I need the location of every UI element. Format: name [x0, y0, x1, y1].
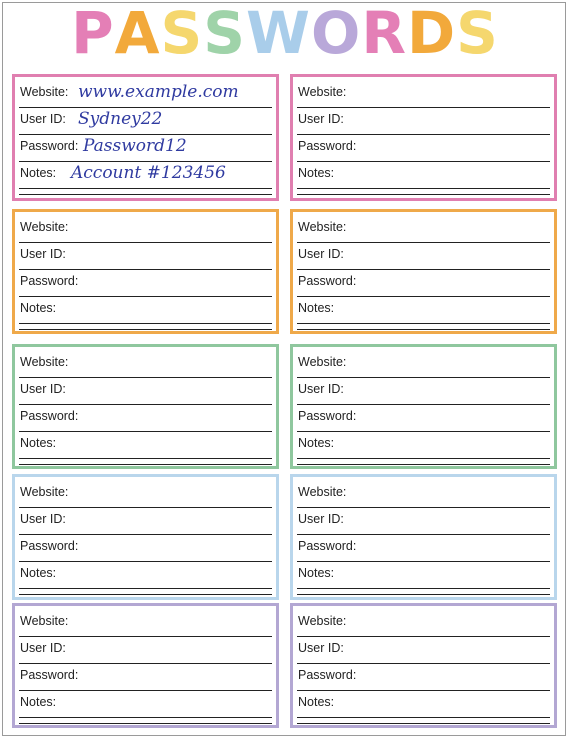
user-id-label: User ID: — [20, 512, 66, 526]
password-row[interactable] — [297, 134, 550, 162]
title-letter: S — [203, 0, 247, 67]
title-letter: O — [311, 0, 362, 67]
website-row[interactable] — [19, 215, 272, 243]
notes-label: Notes: — [298, 566, 335, 580]
notes-label: Notes: — [298, 166, 335, 180]
handwritten-password: Password12 — [83, 136, 187, 156]
password-row[interactable] — [19, 663, 272, 691]
website-label: Website: — [298, 355, 347, 369]
title-letter: P — [71, 0, 115, 67]
password-row[interactable] — [297, 404, 550, 432]
user-id-label: User ID: — [298, 382, 344, 396]
website-label: Website: — [20, 485, 69, 499]
user-id-label: User ID: — [20, 382, 66, 396]
user-id-row[interactable] — [297, 377, 550, 405]
website-label: Website: — [298, 614, 347, 628]
user-id-row[interactable] — [19, 636, 272, 664]
title-letter: S — [160, 0, 204, 67]
website-label: Website: — [20, 355, 69, 369]
title-letter: R — [361, 0, 407, 67]
user-id-label: User ID: — [298, 112, 344, 126]
notes-row[interactable] — [297, 296, 550, 324]
notes-extra-line — [297, 594, 550, 595]
page-title — [0, 0, 570, 67]
notes-extra-line — [297, 464, 550, 465]
password-label: Password: — [298, 539, 357, 553]
password-label: Password: — [20, 539, 79, 553]
password-label: Password: — [20, 139, 79, 153]
password-row[interactable] — [19, 534, 272, 562]
password-row[interactable] — [297, 269, 550, 297]
website-label: Website: — [298, 85, 347, 99]
website-label: Website: — [298, 485, 347, 499]
password-label: Password: — [298, 274, 357, 288]
user-id-label: User ID: — [298, 512, 344, 526]
notes-label: Notes: — [20, 166, 57, 180]
title-letter: A — [114, 0, 161, 67]
password-row[interactable] — [297, 534, 550, 562]
notes-row[interactable] — [297, 561, 550, 589]
password-entry-card — [12, 603, 279, 728]
notes-label: Notes: — [298, 436, 335, 450]
website-row[interactable] — [19, 609, 272, 637]
user-id-label: User ID: — [20, 641, 66, 655]
notes-row[interactable] — [19, 296, 272, 324]
notes-extra-line — [19, 194, 272, 195]
website-row[interactable] — [297, 80, 550, 108]
password-label: Password: — [20, 668, 79, 682]
website-row[interactable] — [297, 480, 550, 508]
notes-extra-line — [297, 194, 550, 195]
password-label: Password: — [20, 274, 79, 288]
notes-label: Notes: — [298, 695, 335, 709]
title-letter: S — [456, 0, 499, 67]
notes-label: Notes: — [20, 566, 57, 580]
notes-row[interactable] — [297, 431, 550, 459]
password-label: Password: — [298, 668, 357, 682]
user-id-label: User ID: — [20, 112, 66, 126]
notes-extra-line — [297, 329, 550, 330]
website-label: Website: — [20, 220, 69, 234]
password-row[interactable] — [19, 404, 272, 432]
website-row[interactable] — [19, 350, 272, 378]
user-id-label: User ID: — [298, 641, 344, 655]
password-row[interactable] — [19, 269, 272, 297]
password-entry-card — [12, 474, 279, 600]
password-label: Password: — [298, 409, 357, 423]
password-entry-card — [290, 209, 557, 334]
user-id-row[interactable] — [297, 507, 550, 535]
title-letter: W — [246, 0, 312, 67]
notes-extra-line — [19, 594, 272, 595]
notes-label: Notes: — [20, 301, 57, 315]
password-entry-card — [290, 74, 557, 201]
user-id-row[interactable] — [297, 636, 550, 664]
notes-extra-line — [19, 723, 272, 724]
notes-row[interactable] — [19, 561, 272, 589]
website-label: Website: — [20, 614, 69, 628]
notes-row[interactable] — [297, 690, 550, 718]
user-id-row[interactable] — [19, 242, 272, 270]
website-label: Website: — [20, 85, 69, 99]
notes-row[interactable] — [19, 690, 272, 718]
user-id-row[interactable] — [297, 107, 550, 135]
website-row[interactable] — [297, 350, 550, 378]
notes-label: Notes: — [298, 301, 335, 315]
password-entry-card — [290, 344, 557, 469]
website-row[interactable] — [297, 215, 550, 243]
password-entry-card — [12, 74, 279, 201]
title-letter: D — [407, 0, 457, 67]
notes-row[interactable] — [297, 161, 550, 189]
user-id-row[interactable] — [19, 377, 272, 405]
user-id-row[interactable] — [19, 507, 272, 535]
notes-row[interactable] — [19, 431, 272, 459]
handwritten-notes: Account #123456 — [71, 163, 226, 183]
password-entry-card — [290, 474, 557, 600]
notes-extra-line — [297, 723, 550, 724]
password-entry-card — [12, 209, 279, 334]
website-label: Website: — [298, 220, 347, 234]
user-id-label: User ID: — [298, 247, 344, 261]
user-id-row[interactable] — [297, 242, 550, 270]
notes-label: Notes: — [20, 695, 57, 709]
password-label: Password: — [298, 139, 357, 153]
handwritten-user-id: Sydney22 — [78, 109, 163, 129]
notes-extra-line — [19, 464, 272, 465]
website-row[interactable] — [297, 609, 550, 637]
password-row[interactable] — [297, 663, 550, 691]
notes-label: Notes: — [20, 436, 57, 450]
handwritten-website: www.example.com — [78, 82, 239, 102]
notes-extra-line — [19, 329, 272, 330]
password-label: Password: — [20, 409, 79, 423]
user-id-label: User ID: — [20, 247, 66, 261]
password-entry-card — [290, 603, 557, 728]
password-entry-card — [12, 344, 279, 469]
website-row[interactable] — [19, 480, 272, 508]
